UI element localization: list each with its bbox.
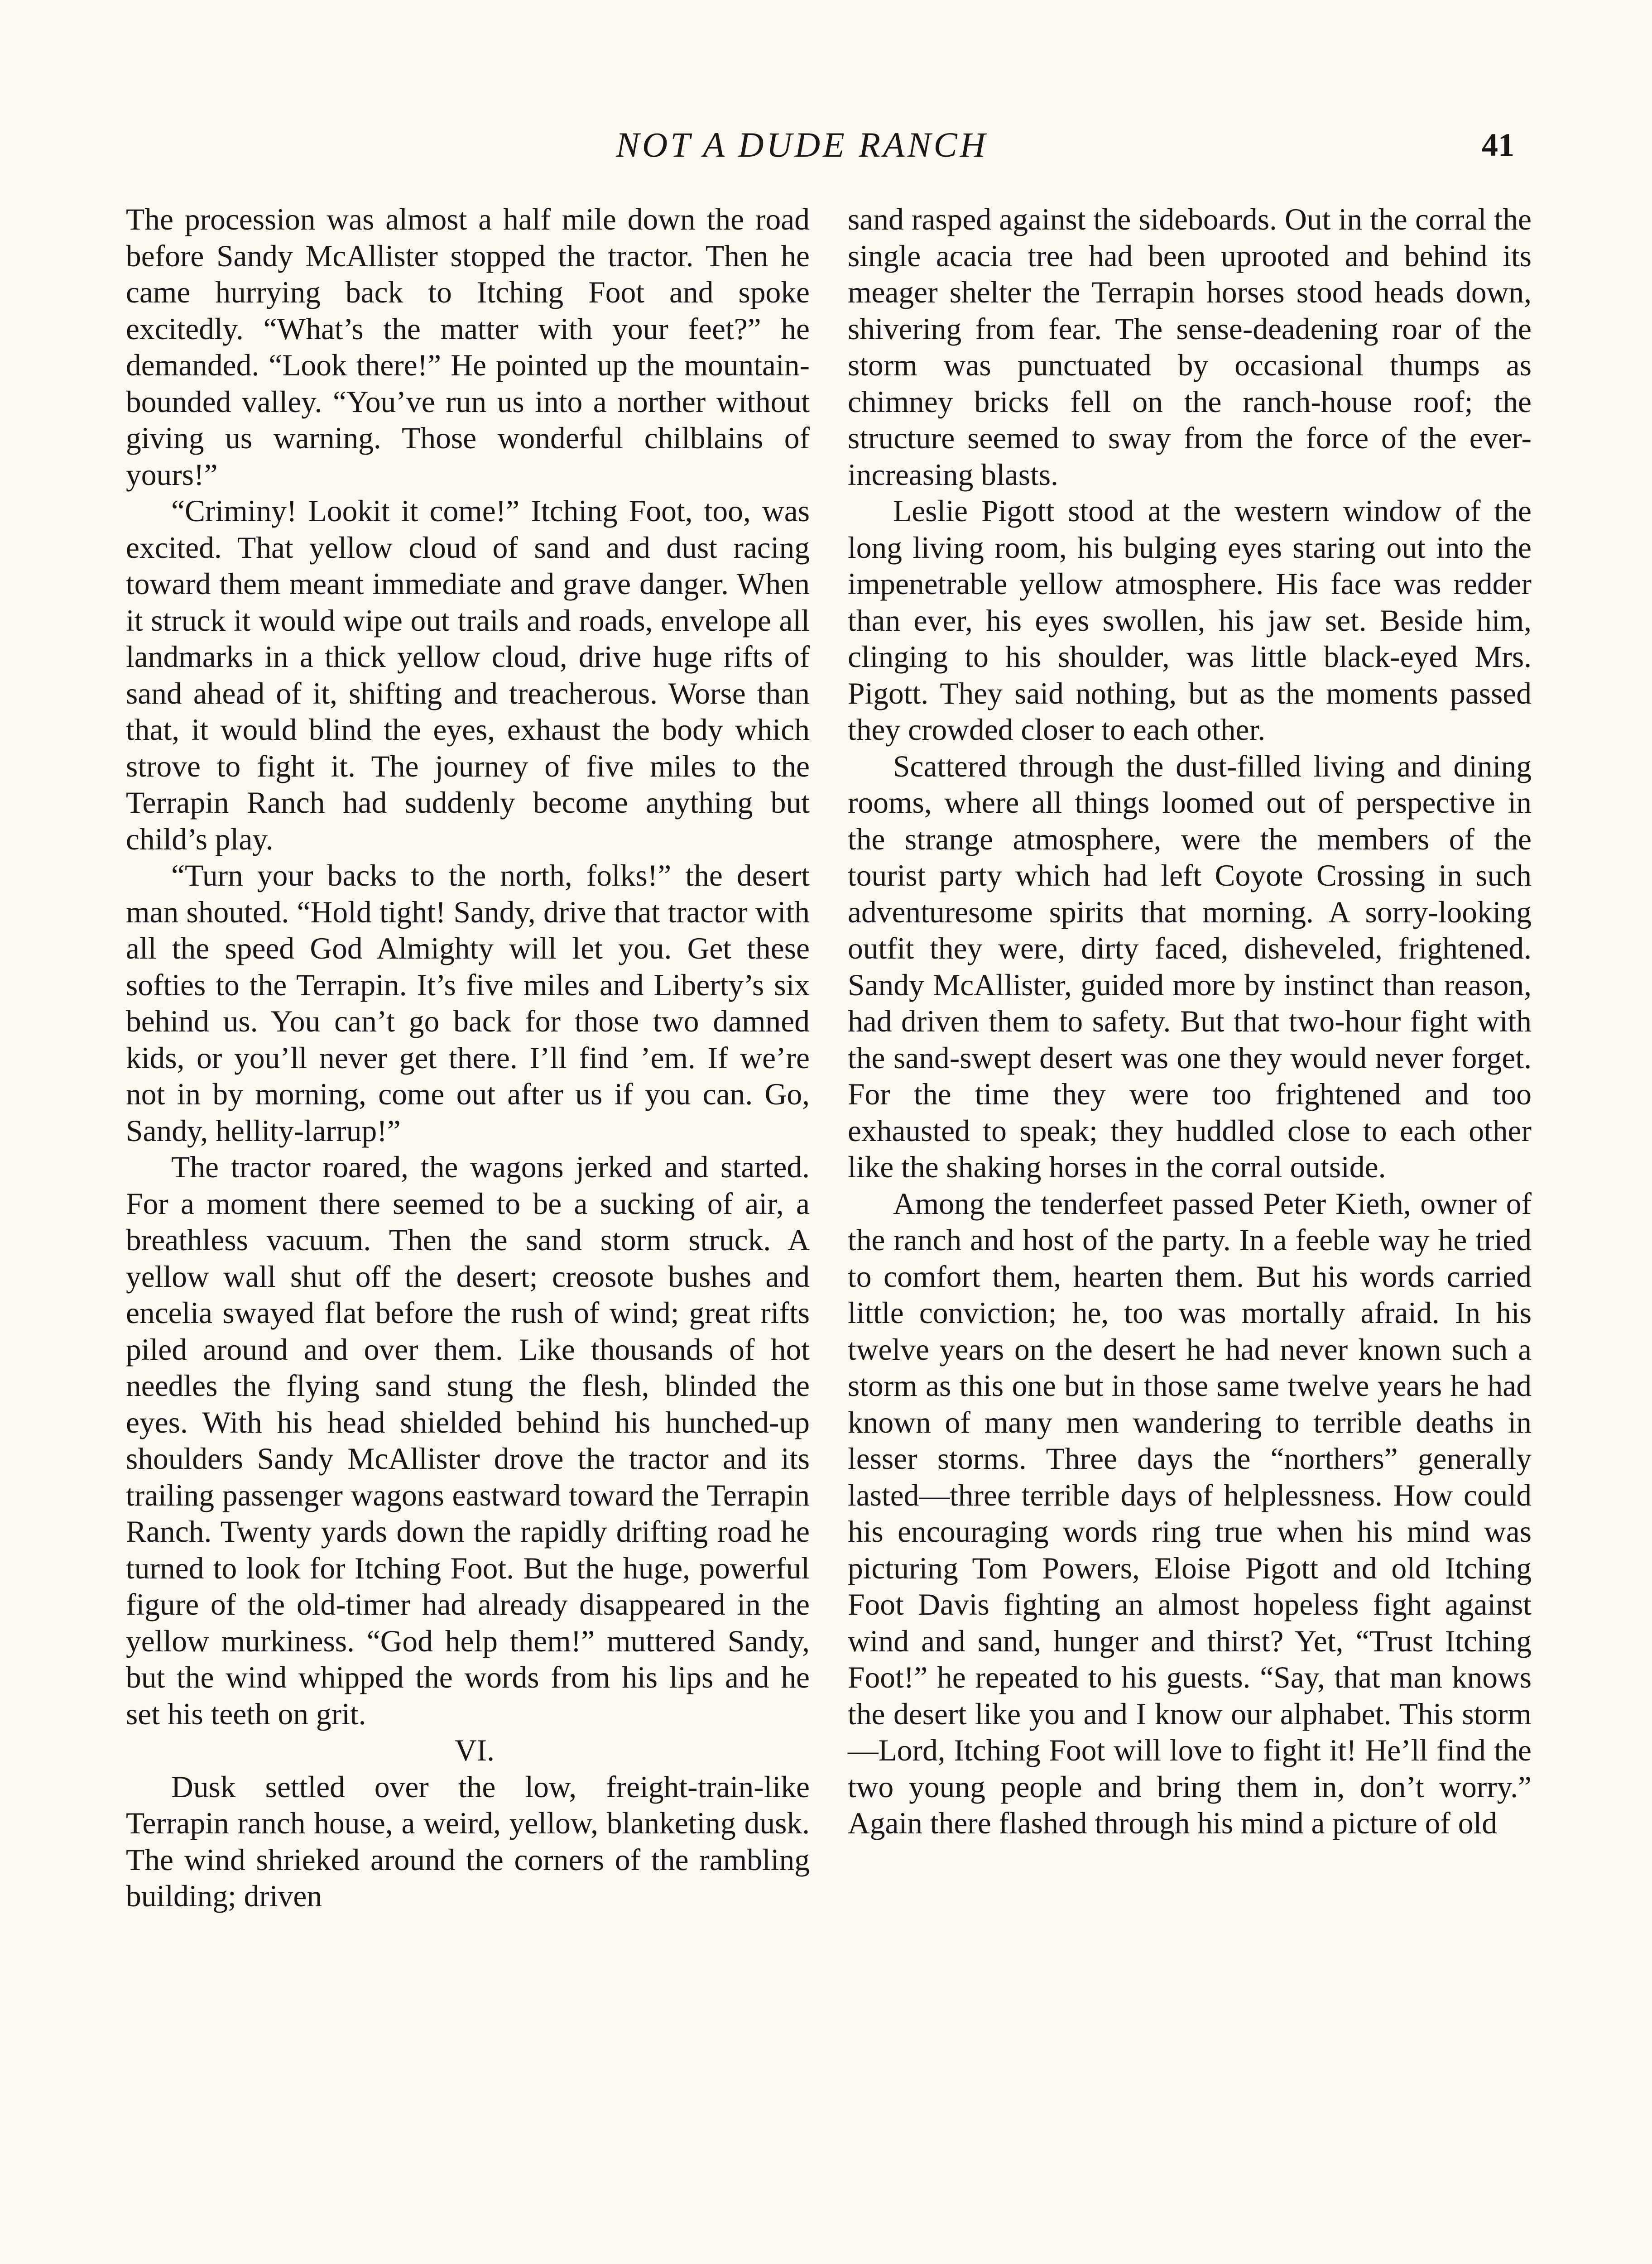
running-title: NOT A DUDE RANCH — [616, 125, 988, 164]
left-column — [126, 201, 810, 1915]
paragraph: “Criminy! Lookit it come!” Itching Foot, too, was excited. That yellow cloud of sand and dust racing toward them meant immediate and grave danger. When it struck it would wipe out trails and roads, envelope all landmarks in a thick yellow cloud, drive huge rifts of sand ahead of it, shifting and treacherous. Worse than that, it would blind the eyes, exhaust the body which strove to fight it. The journey of five miles to the Terrapin Ranch had suddenly become anything but child’s play. — [126, 494, 810, 856]
paragraph: Leslie Pigott stood at the western window of the long living room, his bulging eyes staring out into the impenetrable yellow atmosphere. His face was redder than ever, his eyes swollen, his jaw set. Beside him, clinging to his shoulder, was little black-eyed Mrs. Pigott. They said nothing, but as the moments passed they crowded closer to each other. — [848, 494, 1532, 747]
page-number: 41 — [1482, 127, 1514, 163]
paragraph: The procession was almost a half mile down the road before Sandy McAllister stopped the tractor. Then he came hurrying back to Itching Foot and spoke excitedly. “What’s the matter with your feet?” he demanded. “Look there!” He pointed up the mountain-bounded valley. “You’ve run us into a norther without giving us warning. Those wonderful chilblains of yours!” — [126, 202, 810, 492]
paragraph: Dusk settled over the low, freight-train-like Terrapin ranch house, a weird, yellow, blanketing dusk. The wind shrieked around the corners of the rambling building; driven — [126, 1770, 810, 1913]
section-heading: VI. — [454, 1733, 495, 1767]
running-head — [0, 120, 1652, 170]
paragraph: “Turn your backs to the north, folks!” the desert man shouted. “Hold tight! Sandy, drive that tractor with all the speed God Almighty will let you. Get these softies to the Terrapin. It’s five miles and Liberty’s six behind us. You can’t go back for those two damned kids, or you’ll never get there. I’ll find ’em. If we’re not in by morning, come out after us if you can. Go, Sandy, hellity-larrup!” — [126, 859, 810, 1148]
paragraph: The tractor roared, the wagons jerked and started. For a moment there seemed to be a sucking of air, a breathless vacuum. Then the sand storm struck. A yellow wall shut off the desert; creosote bushes and encelia swayed flat before the rush of wind; great rifts piled around and over them. Like thousands of hot needles the flying sand stung the flesh, blinded the eyes. With his head shielded behind his hunched-up shoulders Sandy McAllister drove the tractor and its trailing passenger wagons eastward toward the Terrapin Ranch. Twenty yards down the rapidly drifting road he turned to look for Itching Foot. But the huge, powerful figure of the old-timer had already disappeared in the yellow murkiness. “God help them!” muttered Sandy, but the wind whipped the words from his lips and he set his teeth on grit. — [126, 1150, 810, 1731]
paragraph: sand rasped against the sideboards. Out in the corral the single acacia tree had been uprooted and behind its meager shelter the Terrapin horses stood heads down, shivering from fear. The sense-deadening roar of the storm was punctuated by occasional thumps as chimney bricks fell on the ranch-house roof; the structure seemed to sway from the force of the ever-increasing blasts. — [848, 202, 1532, 492]
paragraph: Scattered through the dust-filled living and dining rooms, where all things loomed out of perspective in the strange atmosphere, were the members of the tourist party which had left Coyote Crossing in such adventuresome spirits that morning. A sorry-looking outfit they were, dirty faced, disheveled, frightened. Sandy McAllister, guided more by instinct than reason, had driven them to safety. But that two-hour fight with the sand-swept desert was one they would never forget. For the time they were too frightened and too exhausted to speak; they huddled close to each other like the shaking horses in the corral outside. — [848, 749, 1532, 1184]
paragraph: Among the tenderfeet passed Peter Kieth, owner of the ranch and host of the party. In a feeble way he tried to comfort them, hearten them. But his words carried little conviction; he, too was mortally afraid. In his twelve years on the desert he had never known such a storm as this one but in those same twelve years he had known of many men wandering to terrible deaths in lesser storms. Three days the “northers” generally lasted—three terrible days of helplessness. How could his encouraging words ring true when his mind was picturing Tom Powers, Eloise Pigott and old Itching Foot Davis fighting an almost hopeless fight against wind and sand, hunger and thirst? Yet, “Trust Itching Foot!” he repeated to his guests. “Say, that man knows the desert like you and I know our alphabet. This storm—Lord, Itching Foot will love to fight it! He’ll find the two young people and bring them in, don’t worry.” Again there flashed through his mind a picture of old — [848, 1186, 1532, 1840]
right-column — [848, 201, 1532, 1842]
